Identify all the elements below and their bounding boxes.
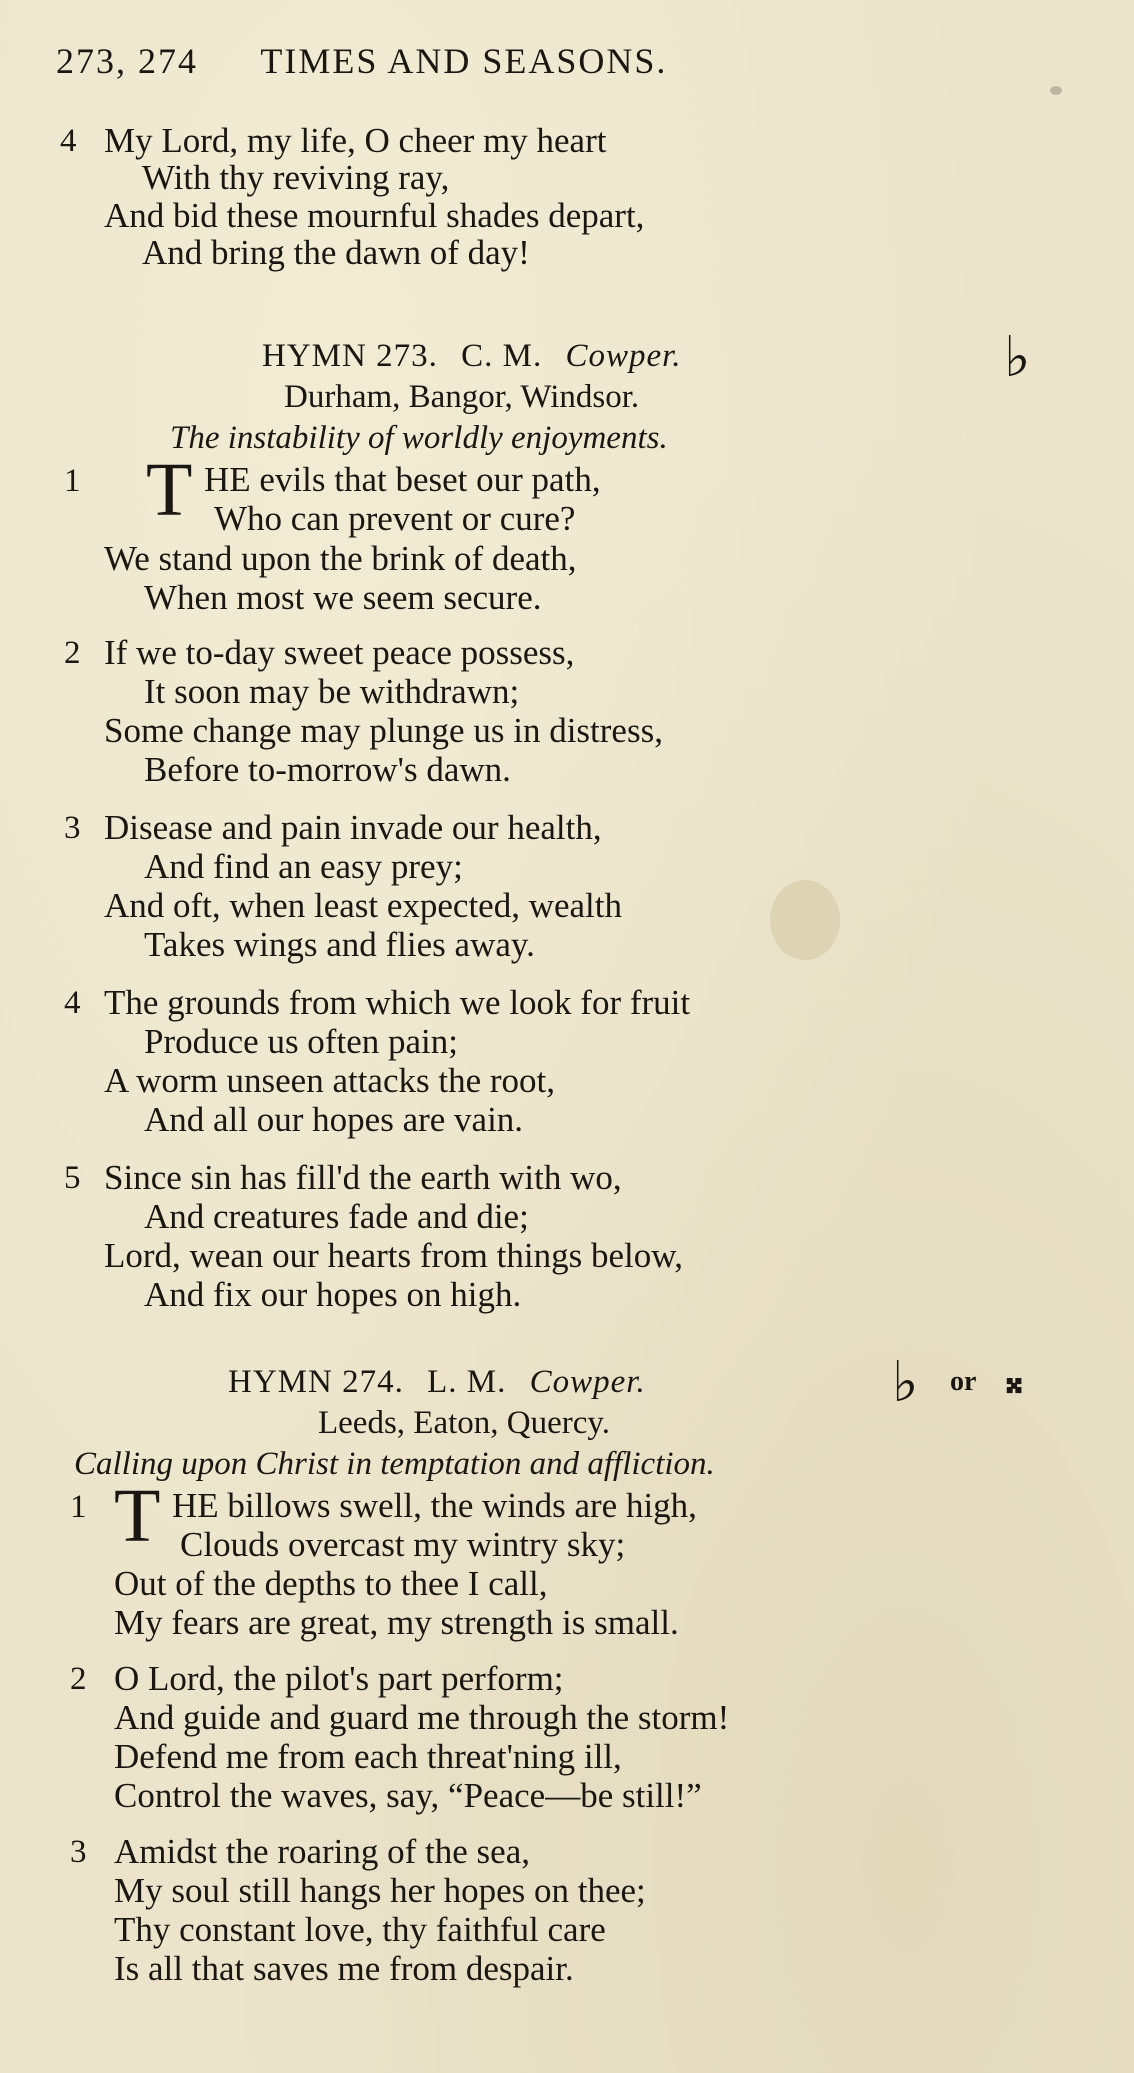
verse-line: My Lord, my life, O cheer my heart — [104, 121, 607, 160]
verse-number: 3 — [64, 810, 81, 846]
verse-number: 2 — [70, 1661, 87, 1697]
verse-line: O Lord, the pilot's part perform; — [114, 1659, 564, 1698]
verse-line: Is all that saves me from despair. — [114, 1949, 574, 1988]
hymn-274-tunes: Leeds, Eaton, Quercy. — [318, 1405, 610, 1441]
verse-line: Lord, wean our hearts from things below, — [104, 1236, 683, 1275]
running-header — [56, 40, 667, 82]
verse-number: 4 — [60, 123, 77, 159]
verse-line: And fix our hopes on high. — [144, 1275, 522, 1314]
verse-line: Disease and pain invade our health, — [104, 808, 602, 847]
verse-line: My fears are great, my strength is small. — [114, 1603, 679, 1642]
verse-line: Since sin has fill'd the earth with wo, — [104, 1158, 622, 1197]
verse-number: 1 — [64, 463, 81, 499]
verse-line: Before to-morrow's dawn. — [144, 750, 511, 789]
double-sharp-key-icon: 𝄪 — [1006, 1360, 1023, 1401]
verse-number: 3 — [70, 1834, 87, 1870]
verse-line: Control the waves, say, “Peace—be still!” — [114, 1776, 702, 1815]
verse-number: 5 — [64, 1160, 81, 1196]
verse-line: Takes wings and flies away. — [144, 925, 535, 964]
verse-line: Clouds overcast my wintry sky; — [180, 1525, 626, 1564]
verse-line: And bring the dawn of day! — [142, 233, 530, 272]
verse-number: 1 — [70, 1489, 87, 1525]
page-numbers: 273, 274 — [56, 41, 198, 81]
verse-line: With thy reviving ray, — [142, 158, 450, 197]
verse-line: HE billows swell, the winds are high, — [172, 1486, 697, 1525]
verse-line: It soon may be withdrawn; — [144, 672, 520, 711]
verse-line: And find an easy prey; — [144, 847, 463, 886]
ink-speck — [1050, 86, 1062, 95]
page-title: TIMES AND SEASONS. — [260, 41, 668, 81]
verse-line: And all our hopes are vain. — [144, 1100, 524, 1139]
verse-line: Some change may plunge us in distress, — [104, 711, 663, 750]
verse-line: HE evils that beset our path, — [204, 460, 601, 499]
foxing-stain — [770, 880, 840, 960]
verse-line: When most we seem secure. — [144, 578, 542, 617]
hymn-274-subtitle: Calling upon Christ in temptation and affliction. — [74, 1446, 715, 1482]
drop-cap: T — [146, 448, 193, 532]
verse-line: A worm unseen attacks the root, — [104, 1061, 556, 1100]
hymn-274-heading: HYMN 274. L. M. Cowper. — [228, 1364, 646, 1400]
verse-line: Who can prevent or cure? — [214, 499, 576, 538]
hymn-273-heading: HYMN 273. C. M. Cowper. — [262, 338, 682, 374]
verse-line: If we to-day sweet peace possess, — [104, 633, 575, 672]
verse-line: The grounds from which we look for fruit — [104, 983, 691, 1022]
key-or-label: or — [950, 1366, 977, 1397]
verse-line: Defend me from each threat'ning ill, — [114, 1737, 622, 1776]
verse-number: 4 — [64, 985, 81, 1021]
hymn-273-subtitle: The instability of worldly enjoyments. — [170, 420, 668, 456]
drop-cap: T — [114, 1474, 161, 1558]
hymn-273-tunes: Durham, Bangor, Windsor. — [284, 379, 640, 415]
verse-line: Thy constant love, thy faithful care — [114, 1910, 606, 1949]
verse-line: And bid these mournful shades depart, — [104, 196, 645, 235]
verse-line: Out of the depths to thee I call, — [114, 1564, 548, 1603]
verse-line: And creatures fade and die; — [144, 1197, 529, 1236]
verse-line: We stand upon the brink of death, — [104, 539, 577, 578]
verse-line: Produce us often pain; — [144, 1022, 458, 1061]
flat-key-icon: ♭ — [892, 1350, 919, 1415]
verse-line: My soul still hangs her hopes on thee; — [114, 1871, 646, 1910]
verse-number: 2 — [64, 635, 81, 671]
verse-line: And oft, when least expected, wealth — [104, 886, 623, 925]
flat-key-icon: ♭ — [1004, 325, 1031, 390]
verse-line: Amidst the roaring of the sea, — [114, 1832, 531, 1871]
verse-line: And guide and guard me through the storm! — [114, 1698, 730, 1737]
